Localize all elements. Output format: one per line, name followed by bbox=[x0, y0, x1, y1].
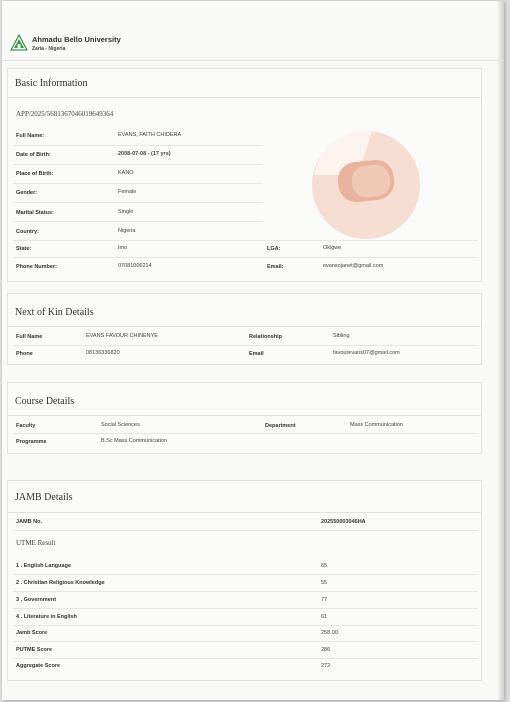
subject-score: 65 bbox=[321, 563, 328, 569]
department-label: Department bbox=[265, 423, 296, 429]
kin-phone-label: Phone bbox=[16, 351, 33, 357]
next-of-kin-section bbox=[7, 293, 482, 365]
lga-label: LGA: bbox=[267, 246, 281, 252]
row-divider bbox=[13, 608, 478, 609]
row-divider bbox=[13, 240, 478, 241]
row-divider bbox=[13, 145, 263, 146]
subject-label: 3 . Government bbox=[16, 597, 57, 603]
kin-full-name-value: EVANS FAVOUR CHINENYE bbox=[86, 333, 158, 339]
subject-label: 4 . Literature in English bbox=[16, 614, 77, 620]
subject-score: 55 bbox=[321, 580, 328, 586]
application-number: APP/2025/5681367046019649364 bbox=[16, 110, 114, 118]
section-divider bbox=[8, 512, 481, 513]
aggregate-score-label: Aggregate Score bbox=[16, 663, 61, 669]
subject-label: 1 . English Language bbox=[16, 563, 72, 569]
document-header bbox=[10, 31, 500, 55]
row-divider bbox=[13, 658, 478, 659]
kin-full-name-label: Full Name bbox=[16, 334, 43, 340]
jamb-score-label: Jamb Score bbox=[16, 630, 48, 636]
row-divider bbox=[13, 345, 478, 346]
place-of-birth-label: Place of Birth: bbox=[16, 171, 54, 177]
country-label: Country: bbox=[16, 229, 39, 235]
jamb-score-value: 258.00 bbox=[321, 630, 338, 636]
row-divider bbox=[13, 164, 263, 165]
section-divider bbox=[8, 415, 481, 416]
utme-result-title: UTME Result bbox=[16, 539, 56, 547]
jamb-details-title: JAMB Details bbox=[15, 492, 73, 503]
row-divider bbox=[13, 591, 478, 592]
full-name-value: EVANS, FAITH CHIDERA bbox=[118, 132, 182, 138]
country-value: Nigeria bbox=[118, 228, 136, 234]
subject-score: 77 bbox=[321, 597, 328, 603]
putme-score-label: PUTME Score bbox=[16, 647, 53, 653]
aggregate-score-value: 272 bbox=[321, 663, 331, 669]
row-divider bbox=[13, 257, 478, 258]
university-name: Ahmadu Bello University bbox=[32, 35, 121, 44]
basic-information-title: Basic Information bbox=[15, 78, 88, 89]
section-divider bbox=[8, 326, 481, 327]
marital-status-label: Marital Status: bbox=[16, 210, 54, 216]
university-logo-icon bbox=[10, 34, 28, 52]
state-value: Imo bbox=[118, 245, 128, 251]
email-value: evansojanet@gmail.com bbox=[323, 263, 384, 269]
state-label: State: bbox=[16, 246, 32, 252]
applicant-photo bbox=[312, 131, 420, 239]
gender-value: Female bbox=[118, 189, 137, 195]
subject-score: 61 bbox=[321, 614, 328, 620]
header-divider bbox=[2, 60, 504, 61]
date-of-birth-value: 2008-07-08 - (17 yrs) bbox=[118, 151, 171, 157]
gender-label: Gender: bbox=[16, 190, 38, 196]
jamb-details-section bbox=[7, 480, 482, 681]
marital-status-value: Single bbox=[118, 209, 134, 215]
faculty-value: Social Sciences bbox=[101, 422, 140, 428]
jamb-number-label: JAMB No. bbox=[16, 519, 42, 525]
row-divider bbox=[13, 574, 478, 575]
row-divider bbox=[13, 202, 263, 203]
faculty-label: Faculty bbox=[16, 423, 36, 429]
course-details-title: Course Details bbox=[15, 396, 75, 407]
putme-score-value: 286 bbox=[321, 647, 331, 653]
subject-label: 2 . Christian Religious Knowledge bbox=[16, 580, 105, 586]
page-edge-shadow bbox=[498, 1, 504, 700]
row-divider bbox=[13, 183, 263, 184]
section-divider bbox=[8, 97, 481, 98]
programme-value: B.Sc Mass Communication bbox=[101, 438, 168, 444]
full-name-label: Full Name: bbox=[16, 133, 45, 139]
jamb-number-value: 202550003046HA bbox=[321, 519, 366, 525]
date-of-birth-label: Date of Birth: bbox=[16, 152, 51, 158]
row-divider bbox=[13, 221, 263, 222]
row-divider bbox=[13, 433, 478, 434]
kin-email-value: favourevans07@gmail.com bbox=[333, 350, 400, 356]
row-divider bbox=[13, 530, 478, 531]
programme-label: Programme bbox=[16, 439, 47, 445]
lga-value: Okigwe bbox=[323, 245, 342, 251]
email-label: Email: bbox=[267, 264, 284, 270]
kin-relationship-value: Sibling bbox=[333, 333, 350, 339]
row-divider bbox=[13, 625, 478, 626]
kin-relationship-label: Relationship bbox=[249, 334, 283, 340]
phone-number-label: Phone Number: bbox=[16, 264, 57, 270]
place-of-birth-value: KANO bbox=[118, 170, 134, 176]
kin-email-label: Email bbox=[249, 351, 264, 357]
phone-number-value: 07081006214 bbox=[118, 263, 152, 269]
document-page bbox=[2, 1, 504, 700]
next-of-kin-title: Next of Kin Details bbox=[15, 307, 94, 318]
department-value: Mass Communication bbox=[350, 422, 403, 428]
course-details-section bbox=[7, 382, 482, 454]
university-location: Zaria - Nigeria bbox=[32, 46, 66, 52]
kin-phone-value: 08136336820 bbox=[86, 350, 120, 356]
row-divider bbox=[13, 641, 478, 642]
